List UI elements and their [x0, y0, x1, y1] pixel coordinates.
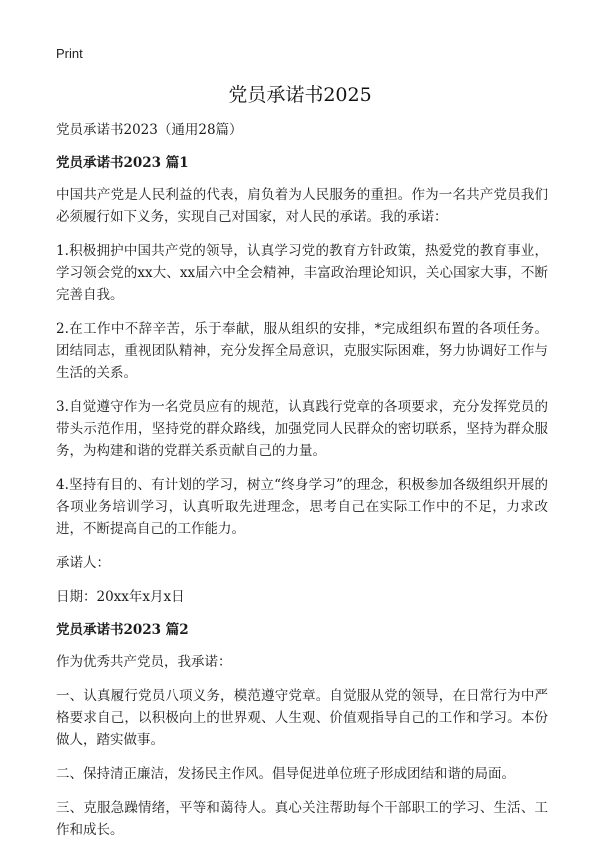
paragraph-item-3: 3.自觉遵守作为一名党员应有的规范，认真践行党章的各项要求，充分发挥党员的带头示范作用，坚持党的群众路线，加强党同人民群众的密切联系，坚持为群众服务，为构建和谐的党群关系贡献自己的力量。	[56, 399, 548, 459]
document-body	[56, 120, 548, 853]
paragraph-point-3: 三、克服急躁情绪，平等和蔼待人。真心关注帮助每个干部职工的学习、生活、工作和成长。	[56, 800, 548, 838]
paragraph-point-1: 一、认真履行党员八项义务，模范遵守党章。自觉服从党的领导，在日常行为中严格要求自己，以积极向上的世界观、人生观、价值观指导自己的工作和学习。本份做人，踏实做事。	[56, 688, 548, 748]
paragraph-intro: 中国共产党是人民利益的代表，肩负着为人民服务的重担。作为一名共产党员我们必须履行如下义务，实现自己对国家，对人民的承诺。我的承诺：	[56, 187, 548, 225]
section-heading-2: 党员承诺书2023 篇2	[56, 622, 189, 638]
signer-line: 承诺人：	[56, 555, 110, 571]
page-title: 党员承诺书2025	[228, 84, 372, 106]
date-line: 日期：20xx年x月x日	[56, 589, 185, 605]
paragraph-item-4: 4.坚持有目的、有计划的学习，树立“终身学习”的理念，积极参加各级组织开展的各项业务培训学习，认真听取先进理念，思考自己在实际工作中的不足，力求改进，不断提高自己的工作能力。	[56, 477, 548, 537]
document-subtitle: 党员承诺书2023（通用28篇）	[56, 122, 243, 138]
paragraph-intro-2: 作为优秀共产党员，我承诺：	[56, 654, 232, 670]
paragraph-item-2: 2.在工作中不辞辛苦，乐于奉献，服从组织的安排，*完成组织布置的各项任务。团结同志，重视团队精神，充分发挥全局意识，克服实际困难，努力协调好工作与生活的关系。	[56, 321, 548, 381]
paragraph-item-1: 1.积极拥护中国共产党的领导，认真学习党的教育方针政策，热爱党的教育事业，学习领会党的xx大、xx届六中全会精神，丰富政治理论知识，关心国家大事，不断完善自我。	[56, 243, 548, 303]
print-link[interactable]: Print	[56, 46, 83, 61]
paragraph-point-2: 二、保持清正廉洁，发扬民主作风。倡导促进单位班子形成团结和谐的局面。	[56, 766, 515, 782]
section-heading-1: 党员承诺书2023 篇1	[56, 155, 189, 171]
